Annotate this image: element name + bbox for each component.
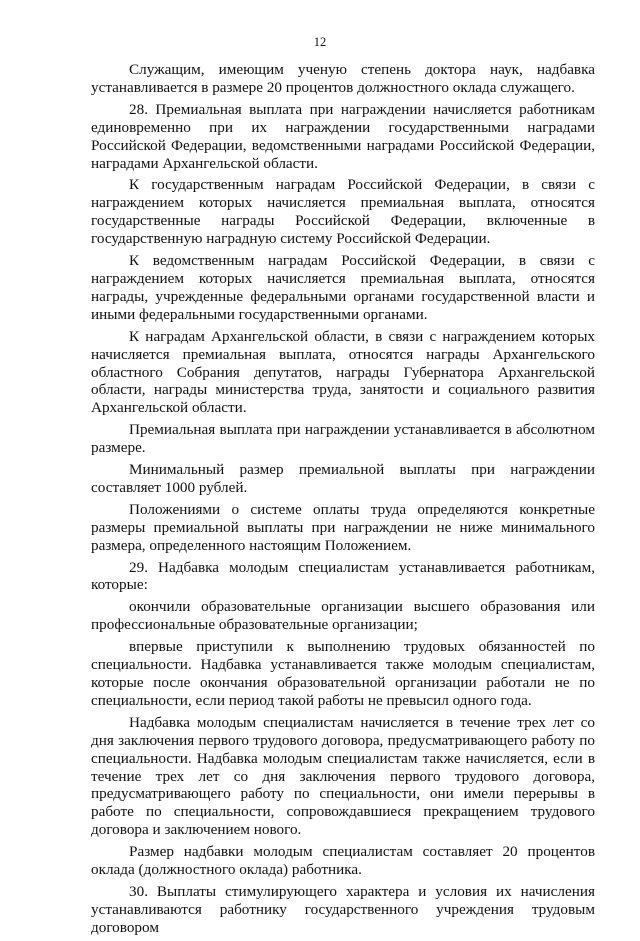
paragraph-regional-awards: К наградам Архангельской области, в связи с награждением которых начисляется премиальная выплата, относятся награды Архангельского областного Собрания депутатов, награды Губернатора Архангельской области, награды министерства труда, занятости и социального развития Архангельской области. [91, 327, 595, 417]
paragraph-minimum-amount: Минимальный размер премиальной выплаты при награждении составляет 1000 рублей. [91, 461, 595, 496]
paragraph-departmental-awards: К ведомственным наградам Российской Федерации, в связи с награждением которых начисляется премиальная выплата, относятся награды, учрежденные федеральными органами государственной власти и иными федеральными государственными органами. [91, 252, 595, 323]
paragraph-state-awards: К государственным наградам Российской Федерации, в связи с награждением которых начисляется премиальная выплата, относятся государственные награды Российской Федерации, включенные в государственную наградную систему Российской Федерации. [91, 176, 595, 248]
paragraph-first-employment: впервые приступили к выполнению трудовых обязанностей по специальности. Надбавка устанавливается также молодым специалистам, которые после окончания образовательной организации работали не по специальности, если период такой работы не превысил одного года. [91, 638, 595, 709]
document-body [91, 61, 595, 941]
paragraph-pay-regulations: Положениями о системе оплаты труда определяются конкретные размеры премиальной выплаты при награждении не ниже минимального размера, определенного настоящим Положением. [91, 500, 595, 554]
paragraph-29-young-specialists: 29. Надбавка молодым специалистам устанавливается работникам, которые: [91, 558, 595, 594]
paragraph-doctor-allowance: Служащим, имеющим ученую степень доктора наук, надбавка устанавливается в размере 20 процентов должностного оклада служащего. [91, 61, 595, 96]
paragraph-three-years: Надбавка молодым специалистам начисляется в течение трех лет со дня заключения первого трудового договора, предусматривающего работу по специальности. Надбавка молодым специалистам также начисляется, если в течение трех лет со дня заключения первого трудового договора, предусматривающего работу по специальности, они имели перерывы в работе по специальности, сопровождавшиеся прекращением трудового договора и заключением нового. [91, 713, 595, 839]
paragraph-graduated: окончили образовательные организации высшего образования или профессиональные образовательные организации; [91, 598, 595, 634]
paragraph-28-award-bonus: 28. Премиальная выплата при награждении начисляется работникам единовременно при их награждении государственными наградами Российской Федерации, ведомственными наградами Российской Федерации, наградами Архангельской области. [91, 100, 595, 172]
paragraph-absolute-amount: Премиальная выплата при награждении устанавливается в абсолютном размере. [91, 421, 595, 457]
paragraph-30-incentive-payments: 30. Выплаты стимулирующего характера и условия их начисления устанавливаются работнику государственного учреждения трудовым договором [91, 882, 595, 936]
page-number: 12 [313, 35, 327, 49]
paragraph-allowance-size: Размер надбавки молодым специалистам составляет 20 процентов оклада (должностного оклада) работника. [91, 843, 595, 879]
